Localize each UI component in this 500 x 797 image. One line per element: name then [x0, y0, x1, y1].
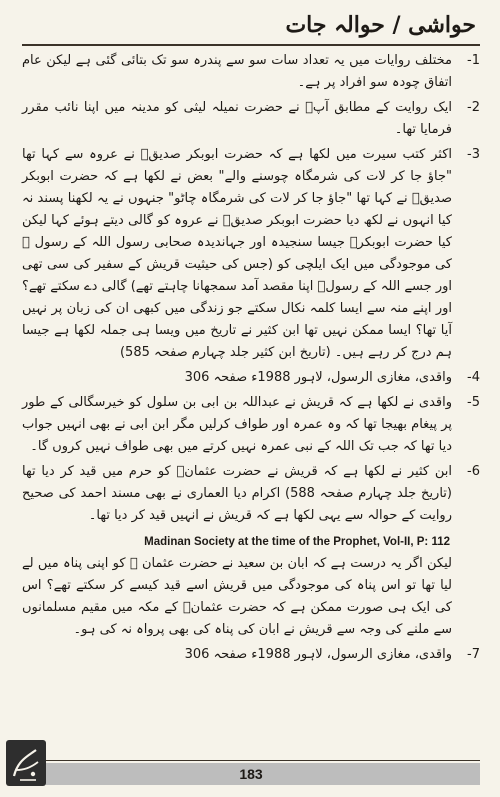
- footnote-text: اکثر کتب سیرت میں لکھا ہے کہ حضرت ابوبکر صدیقؓ نے عروہ سے کہا تھا "جاؤ جا کر لات کی شرمگاہ چوسنے والے" بعض نے لکھا ہے کہ حضرت ابوبکر صدیقؓ نے کہا تھا "جاؤ جا کر لات کی شرمگاہ چاٹو" جنہوں نے یہ لکھنا پسند نہ کیا انہوں نے لکھ دیا حضرت ابوبکر صدیقؓ نے عروہ کو گالی دیتے ہوئے کہا لیکن کیا حضرت ابوبکرؓ جیسا سنجیدہ اور جہاندیدہ صحابی رسول اللہ کے رسول ﷺ کی موجودگی میں ایک ایلچی کو (جس کی حیثیت قریش کے سفیر کی سی تھی اور جسے اللہ کے رسولؐ اپنا مقصد آمد سمجھانا چاہتے تھے) گالی دے سکتے تھے؟ اور اپنے منہ سے ایسا کلمہ نکال سکتے جو زندگی میں کبھی ان کی زبان پر نہیں آیا تھا؟ ایسا ممکن نہیں تھا ابن کثیر نے تاریخ میں ویسا ہی جملہ لکھا ہے جیسا ہم درج کر رہے ہیں۔ (تاریخ ابن کثیر جلد چہارم صفحہ 585): [22, 147, 452, 360]
- footnote-number: -7: [467, 647, 480, 662]
- calligraphy-logo-icon: [6, 740, 46, 786]
- english-reference-caption: Madinan Society at the time of the Prophet, Vol-II, P: 112: [144, 536, 450, 548]
- title-divider: [22, 44, 480, 46]
- footnote-3: [22, 144, 480, 364]
- footnote-7: [22, 644, 480, 666]
- footnotes-list: [22, 50, 480, 669]
- footnote-number: -4: [467, 370, 480, 385]
- footnote-text: ایک روایت کے مطابق آپؐ نے حضرت نمیلہ لیثی کو مدینہ میں اپنا نائب مقرر فرمایا تھا۔: [22, 100, 452, 137]
- footnote-text: مختلف روایات میں یہ تعداد سات سو سے پندرہ سو تک بتائی گئی ہے لیکن عام اتفاق چودہ سو افراد پر ہے۔: [22, 53, 452, 90]
- footnote-6: [22, 461, 480, 527]
- footnote-number: -1: [467, 53, 480, 68]
- footnote-text: واقدی، مغازی الرسول، لاہور 1988ء صفحہ 306: [184, 370, 452, 385]
- footnote-number: -6: [467, 464, 480, 479]
- page-number: 183: [239, 766, 263, 782]
- page-title: حواشی / حوالہ جات: [285, 12, 476, 38]
- footnote-1: [22, 50, 480, 94]
- footnote-text: واقدی، مغازی الرسول، لاہور 1988ء صفحہ 306: [184, 647, 452, 662]
- footer-divider: [22, 760, 480, 761]
- footnote-number: -3: [467, 147, 480, 162]
- footnote-number: -2: [467, 100, 480, 115]
- footnote-5: [22, 392, 480, 458]
- footnote-text: ابن کثیر نے لکھا ہے کہ قریش نے حضرت عثمانؓ کو حرم میں قید کر دیا تھا (تاریخ جلد چہارم صفحہ 588) اکرام دیا العماری نے بھی مسند احمد کی صحیح روایت کے حوالہ سے یہی لکھا ہے کہ قریش نے انہیں قید کر دیا تھا۔: [22, 464, 452, 523]
- footer-bar: [22, 763, 480, 785]
- footnote-text: واقدی نے لکھا ہے کہ قریش نے عبداللہ بن ابی بن سلول کو خیرسگالی کے طور پر پیغام بھیجا تھا کہ وہ عمرہ اور طواف کرلیں مگر ابن ابی نے بھی انہیں جواب دیا تھا کہ جب تک اللہ کے نبی عمرہ نہیں کرتے میں بھی طواف نہیں کروں گا۔: [22, 395, 452, 454]
- footnote-number: -5: [467, 395, 480, 410]
- footnote-2: [22, 97, 480, 141]
- continuation-paragraph: لیکن اگر یہ درست ہے کہ ابان بن سعید نے حضرت عثمان ﷺ کو اپنی پناہ میں لے لیا تھا تو اس پناہ کی موجودگی میں قریش اسے قید کیسے کر سکتے تھے؟ اس کی ایک ہی صورت ممکن ہے کہ حضرت عثمانؓ کے مکہ میں مقیم مسلمانوں سے ملنے کی وجہ سے قریش نے ابان کی پناہ کی بھی پرواہ نہ کی ہو۔: [22, 556, 452, 637]
- footnote-4: [22, 367, 480, 389]
